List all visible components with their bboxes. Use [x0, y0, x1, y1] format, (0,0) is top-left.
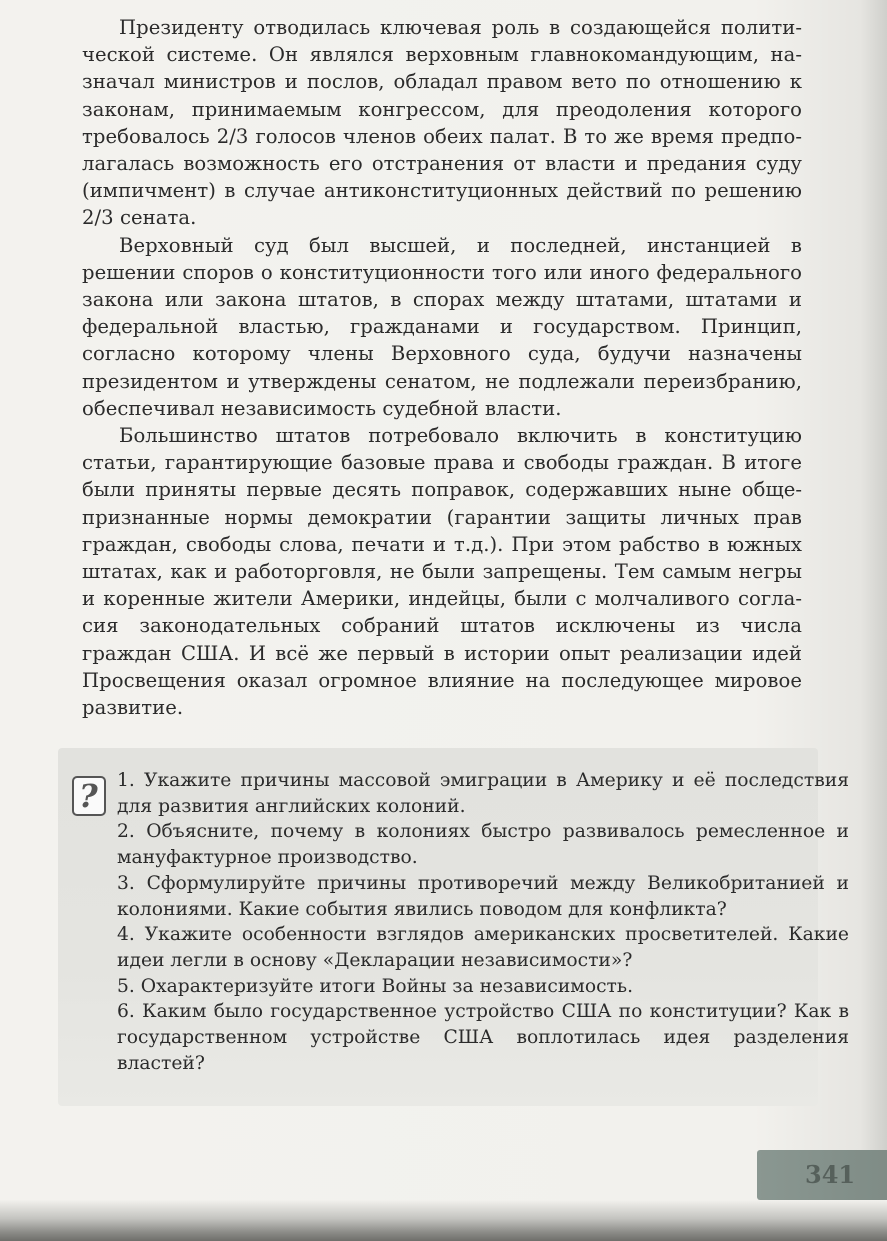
main-text [82, 14, 802, 721]
question-item: 3. Сформулируйте причины противоречий между Великобританией и колониями. Какие события явились поводом для конфликта? [117, 872, 849, 920]
page-number-tab [757, 1150, 887, 1200]
paragraph-supreme-court: Верховный суд был высшей, и последней, инстанцией в решении споров о конституционности того или иного федерального закона или закона штатов, в спорах между штатами, штатами и федеральной властью, гражданами и государством. Принцип, согласно которому члены Верховного суда, будучи назначены президентом и утверждены сенатом, не подлежали переизбранию, обеспечивал независимость судебной власти. [82, 233, 802, 420]
question-mark-icon: ? [72, 776, 106, 816]
page-edge-shadow [0, 1200, 887, 1241]
paragraph-president: Президенту отводилась ключевая роль в создающейся политической системе. Он являлся верховным главнокомандующим, назначал министров и послов, обладал правом вето по отношению к законам, принимаемым конгрессом, для преодоления которого требовалось 2/3 голосов членов обеих палат. В то же время предполагалась возможность его отстранения от власти и предания суду (импичмент) в случае антиконституционных действий по решению 2/3 сената. [82, 16, 802, 230]
question-item: 2. Объясните, почему в колониях быстро развивалось ремесленное и мануфактурное производство. [117, 821, 849, 869]
question-item: 1. Укажите причины массовой эмиграции в Америку и её последствия для развития английских колоний. [117, 770, 849, 817]
paragraph-bill-of-rights: Большинство штатов потребовало включить в конституцию статьи, гарантирующие базовые права и свободы граждан. В итоге были приняты первые десять поправок, содержавших ныне общепризнанные нормы демократии (гарантии защиты личных прав граждан, свободы слова, печати и т.д.). При этом рабство в южных штатах, как и работорговля, не были запрещены. Тем самым негры и коренные жители Америки, индейцы, были с молчаливого согласия законодательных собраний штатов исключены из числа граждан США. И всё же первый в истории опыт реализации идей Просвещения оказал огромное влияние на последующее мировое развитие. [82, 424, 802, 720]
question-item: 6. Каким было государственное устройство США по конституции? Как в государственном устройстве США воплотилась идея разделения властей? [117, 1001, 849, 1074]
questions-box [58, 748, 849, 1106]
page-number: 341 [805, 1160, 856, 1189]
question-item: 5. Охарактеризуйте итоги Войны за независимость. [117, 975, 634, 997]
question-item: 4. Укажите особенности взглядов американских просветителей. Какие идеи легли в основу «Декларации независимости»? [117, 924, 849, 971]
question-list [117, 768, 849, 1076]
